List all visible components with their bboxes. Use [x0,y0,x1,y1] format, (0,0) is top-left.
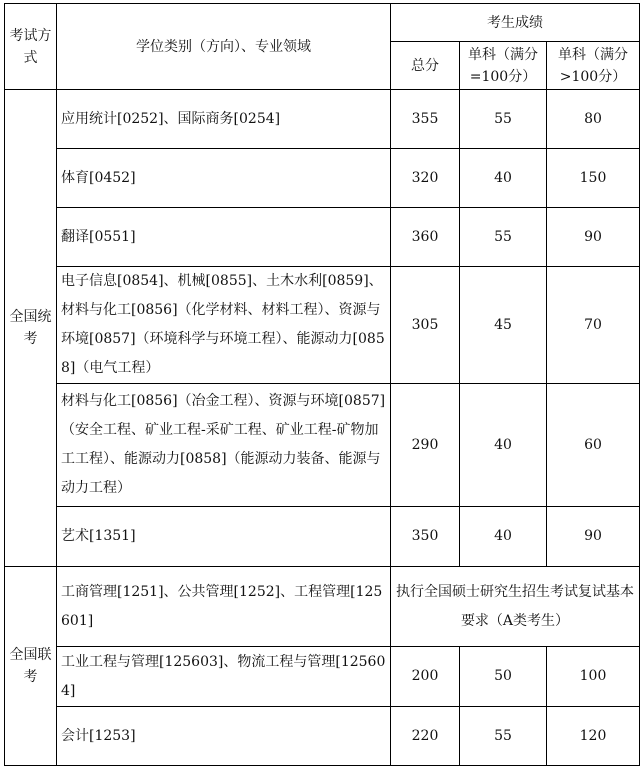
single-score-gt100: 100 [547,647,640,707]
single-score-le100: 45 [460,267,547,384]
major-cell: 会计[1253] [57,707,391,766]
exam-mode-joint: 全国联考 [5,567,57,766]
major-cell: 翻译[0551] [57,208,391,267]
single-score-gt100: 90 [547,507,640,567]
table-row [5,707,640,766]
total-score: 360 [391,208,460,267]
total-score: 350 [391,507,460,567]
single-score-le100: 40 [460,507,547,567]
header-row-1 [5,4,640,42]
major-cell: 艺术[1351] [57,507,391,567]
score-requirements-table [4,3,640,766]
major-header: 学位类别（方向）、专业领域 [57,4,391,90]
table-row [5,647,640,707]
major-cell: 电子信息[0854]、机械[0855]、土木水利[0859]、材料与化工[0856]（化学材料、材料工程）、资源与环境[0857]（环境科学与环境工程）、能源动力[0858]（电气工程） [57,267,391,384]
single-score-gt100: 150 [547,149,640,208]
table-row [5,507,640,567]
major-cell: 体育[0452] [57,149,391,208]
requirement-note: 执行全国硕士研究生招生考试复试基本要求（A类考生） [391,567,640,647]
single-gt100-header: 单科（满分>100分） [547,42,640,90]
table-row [5,149,640,208]
table-row [5,567,640,647]
table-row [5,384,640,507]
total-score: 320 [391,149,460,208]
score-group-header: 考生成绩 [391,4,640,42]
total-score: 200 [391,647,460,707]
total-score: 355 [391,90,460,149]
single-score-le100: 50 [460,647,547,707]
total-score: 290 [391,384,460,507]
table-row [5,267,640,384]
major-cell: 工商管理[1251]、公共管理[1252]、工程管理[125601] [57,567,391,647]
single-score-gt100: 80 [547,90,640,149]
table-row [5,208,640,267]
major-cell: 应用统计[0252]、国际商务[0254] [57,90,391,149]
total-score-header: 总分 [391,42,460,90]
single-score-le100: 40 [460,384,547,507]
major-cell: 材料与化工[0856]（冶金工程）、资源与环境[0857]（安全工程、矿业工程-采矿工程、矿业工程-矿物加工工程）、能源动力[0858]（能源动力装备、能源与动力工程） [57,384,391,507]
single-score-le100: 40 [460,149,547,208]
single-score-le100: 55 [460,707,547,766]
single-score-le100: 55 [460,90,547,149]
major-cell: 工业工程与管理[125603]、物流工程与管理[125604] [57,647,391,707]
single-score-le100: 55 [460,208,547,267]
single-score-gt100: 90 [547,208,640,267]
single-score-gt100: 70 [547,267,640,384]
exam-mode-unified: 全国统考 [5,90,57,567]
exam-mode-header: 考试方式 [5,4,57,90]
single-score-gt100: 60 [547,384,640,507]
table-row [5,90,640,149]
single-score-gt100: 120 [547,707,640,766]
single-le100-header: 单科（满分=100分） [460,42,547,90]
total-score: 305 [391,267,460,384]
total-score: 220 [391,707,460,766]
